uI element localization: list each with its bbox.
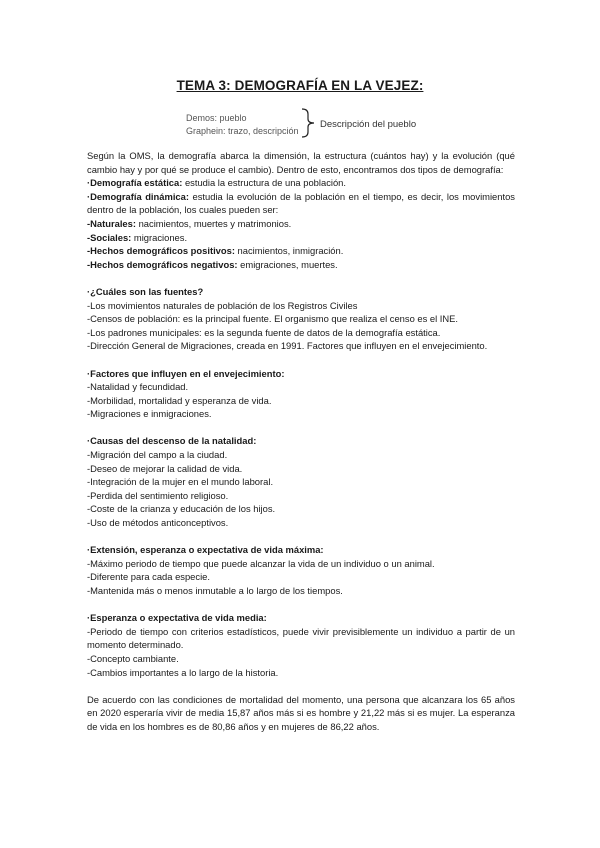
list-item: -Dirección General de Migraciones, creada en 1991. Factores que influyen en el envejecimiento. <box>87 340 488 352</box>
curly-brace-icon <box>300 108 316 138</box>
list-item: -Migraciones e inmigraciones. <box>87 408 212 420</box>
page-title: TEMA 3: DEMOGRAFÍA EN LA VEJEZ: <box>176 78 424 93</box>
movement-label: -Hechos demográficos negativos: <box>87 258 238 270</box>
dynamic-demography <box>87 190 515 217</box>
movement-label: -Hechos demográficos positivos: <box>87 245 235 257</box>
list-item: -Coste de la crianza y educación de los hijos. <box>87 503 276 515</box>
section-heading-mean-life <box>87 611 515 625</box>
movement-item <box>87 217 515 231</box>
list-item: -Cambios importantes a lo largo de la historia. <box>87 666 279 678</box>
list-item: -Censos de población: es la principal fuente. El organismo que realiza el censo es el INE. <box>87 313 459 325</box>
list-item: -Concepto cambiante. <box>87 652 179 664</box>
static-text: estudia la estructura de una población. <box>182 177 346 189</box>
sources-heading: ·¿Cuáles son las fuentes? <box>87 285 204 297</box>
static-label: ·Demografía estática: <box>87 177 183 189</box>
list-item: -Deseo de mejorar la calidad de vida. <box>87 462 243 474</box>
intro-paragraph: Según la OMS, la demografía abarca la dimensión, la estructura (cuántos hay) y la evolución (qué cambio hay y por qué se produce el cambio). Dentro de esto, encontramos dos tipos de demografía: <box>87 150 515 175</box>
etymology-block <box>186 112 299 137</box>
list-item: -Diferente para cada especie. <box>87 571 210 583</box>
movement-label: -Naturales: <box>87 217 136 229</box>
movement-text: migraciones. <box>131 231 188 243</box>
list-item: -Los movimientos naturales de población de los Registros Civiles <box>87 299 358 311</box>
list-item: -Los padrones municipales: es la segunda fuente de datos de la demografía estática. <box>87 326 441 338</box>
list-item: -Morbilidad, mortalidad y esperanza de vida. <box>87 394 272 406</box>
list-item: -Perdida del sentimiento religioso. <box>87 489 229 501</box>
etymology-line-graphein: Graphein: trazo, descripción <box>186 125 299 136</box>
document-body <box>87 149 515 734</box>
dynamic-text: estudia la evolución de la población en el tiempo, es decir, los movimientos dentro de la población, los cuales pueden ser: <box>87 190 515 216</box>
conclusion-paragraph: De acuerdo con las condiciones de mortalidad del momento, una persona que alcanzara los 65 años en 2020 esperaría vivir de media 15,87 años más si es hombre y 21,22 más si es mujer. La esperanza de vida en los hombres es de 80,86 años y en mujeres de 86,22 años. <box>87 693 515 732</box>
list-item: -Máximo periodo de tiempo que puede alcanzar la vida de un individuo o un animal. <box>87 557 435 569</box>
etymology-result: Descripción del pueblo <box>320 119 417 130</box>
section-heading-sources <box>87 285 515 299</box>
dynamic-label: ·Demografía dinámica: <box>87 190 189 202</box>
movement-text: nacimientos, muertes y matrimonios. <box>135 217 292 229</box>
list-item: -Uso de métodos anticonceptivos. <box>87 517 229 529</box>
section-heading-causes <box>87 434 515 448</box>
list-item: -Mantenida más o menos inmutable a lo largo de los tiempos. <box>87 585 343 596</box>
movement-text: emigraciones, muertes. <box>237 258 338 270</box>
list-item: -Migración del campo a la ciudad. <box>87 449 228 461</box>
mean-life-heading: ·Esperanza o expectativa de vida media: <box>87 612 267 624</box>
max-life-heading: ·Extensión, esperanza o expectativa de vida máxima: <box>87 544 324 556</box>
section-heading-max-life <box>87 543 515 557</box>
static-demography <box>87 176 515 190</box>
factors-heading: ·Factores que influyen en el envejecimiento: <box>87 367 285 379</box>
list-item: -Natalidad y fecundidad. <box>87 381 189 393</box>
movement-item <box>87 244 515 258</box>
movement-item <box>87 258 515 272</box>
movement-text: nacimientos, inmigración. <box>234 245 344 257</box>
etymology-line-demos: Demos: pueblo <box>186 113 247 123</box>
causes-heading: ·Causas del descenso de la natalidad: <box>87 435 257 447</box>
movement-item <box>87 231 515 245</box>
movement-label: -Sociales: <box>87 231 132 243</box>
list-item: -Periodo de tiempo con criterios estadísticos, puede vivir previsiblemente un individuo a partir de un momento determinado. <box>87 625 515 651</box>
section-heading-factors <box>87 367 515 381</box>
list-item: -Integración de la mujer en el mundo laboral. <box>87 476 274 488</box>
